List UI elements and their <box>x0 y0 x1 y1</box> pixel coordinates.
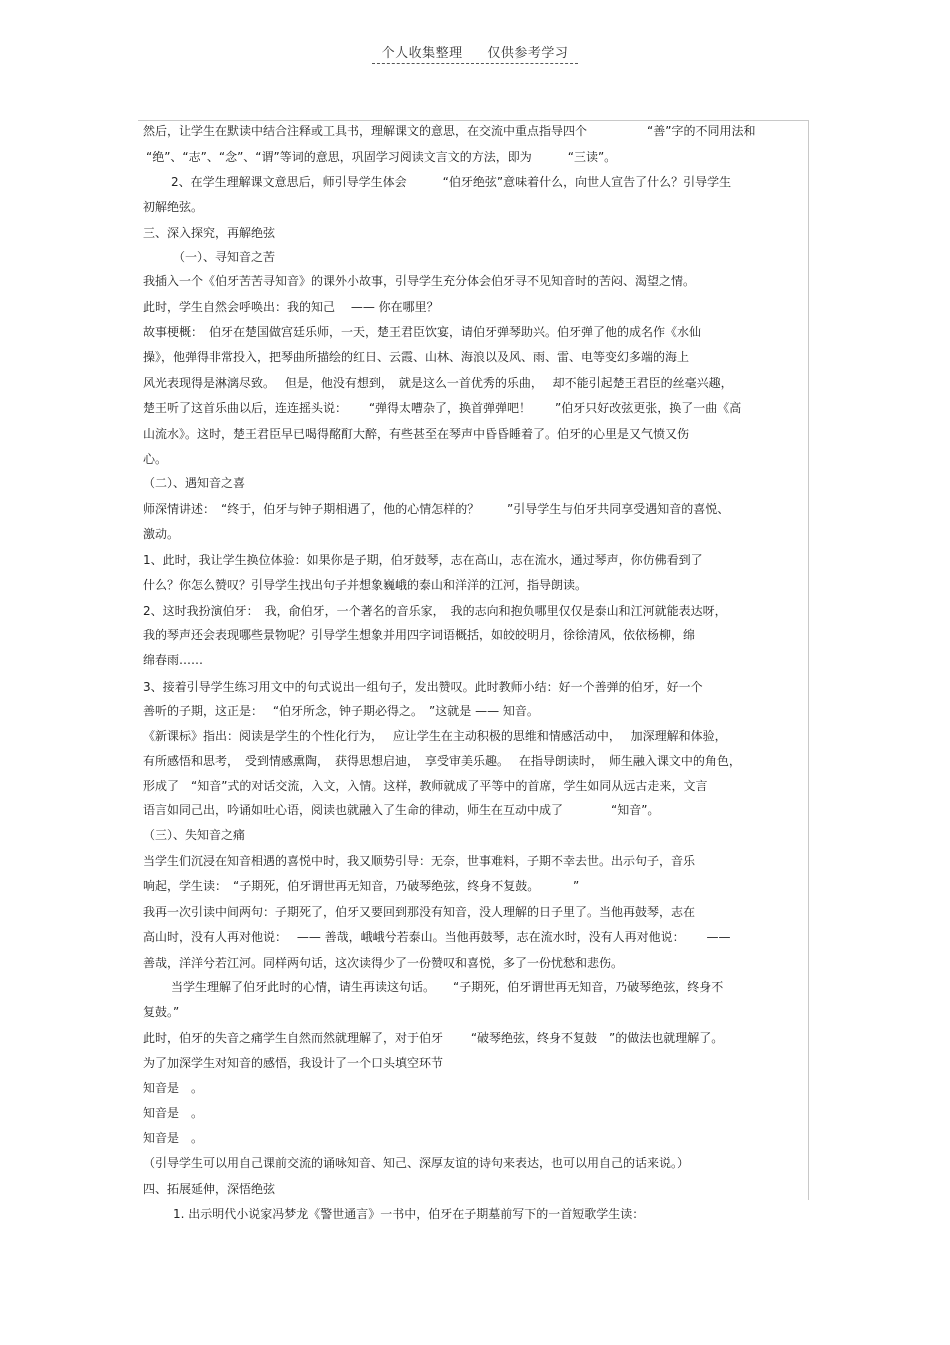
text-line: 善听的子期，这正是： “伯牙所念，钟子期必得之。 ”这就是 —— 知音。 <box>143 704 539 718</box>
text-line: 初解绝弦。 <box>143 200 204 214</box>
text-line: 为了加深学生对知音的感悟，我设计了一个口头填空环节 <box>143 1056 444 1070</box>
text-line: 当学生理解了伯牙此时的心情，请生再读这句话。 “子期死，伯牙谓世再无知音，乃破琴绝弦，终身不 <box>171 980 724 994</box>
text-line: （引导学生可以用自己课前交流的诵咏知音、知己、深厚友谊的诗句来表达，也可以用自己的话来说。） <box>143 1156 690 1170</box>
text-line: 什么？你怎么赞叹？引导学生找出句子并想象巍峨的泰山和洋洋的江河，指导朗读。 <box>143 578 588 592</box>
text-line: 四、拓展延伸，深悟绝弦 <box>143 1182 276 1196</box>
text-line: 我再一次引读中间两句：子期死了，伯牙又要回到那没有知音，没人理解的日子里了。当他再鼓琴，志在 <box>143 905 696 919</box>
text-line: “绝”、“志”、“念”、“谓”等词的意思，巩固学习阅读文言文的方法，即为 “三读”。 <box>146 150 617 164</box>
text-line: 响起，学生读： “子期死，伯牙谓世再无知音，乃破琴绝弦，终身不复鼓。 ” <box>143 879 580 893</box>
text-line: 知音是 。 <box>143 1081 204 1095</box>
frame-right-border <box>808 120 809 1200</box>
text-line: 3、接着引导学生练习用文中的句式说出一组句子，发出赞叹。此时教师小结：好一个善弹的伯牙，好一个 <box>143 680 703 694</box>
text-line: 师深情讲述： “终于，伯牙与钟子期相遇了，他的心情怎样的？ ”引导学生与伯牙共同享受遇知音的喜悦、 <box>143 502 730 516</box>
header-right-text: 仅供参考学习 <box>487 46 569 61</box>
text-line: 2、这时我扮演伯牙： 我，俞伯牙，一个著名的音乐家， 我的志向和抱负哪里仅仅是泰山和江河就能表达呀， <box>143 604 727 618</box>
text-line: 1、此时，我让学生换位体验：如果你是子期，伯牙鼓琴，志在高山，志在流水，通过琴声，你仿佛看到了 <box>143 553 703 567</box>
text-line: 激动。 <box>143 527 180 541</box>
text-line: 我的琴声还会表现哪些景物呢？引导学生想象并用四字词语概括，如皎皎明月，徐徐清风，依依杨柳，绵 <box>143 628 696 642</box>
header-banner <box>372 42 579 64</box>
text-line: 风光表现得是淋漓尽致。 但是，他没有想到， 就是这么一首优秀的乐曲， 却不能引起楚王君臣的丝毫兴趣， <box>143 376 733 390</box>
text-line: 复鼓。” <box>143 1005 180 1019</box>
text-line: 知音是 。 <box>143 1131 204 1145</box>
text-line: 三、深入探究，再解绝弦 <box>143 226 276 240</box>
header-left-text: 个人收集整理 <box>381 46 463 61</box>
text-line: 语言如同己出，吟诵如吐心语，阅读也就融入了生命的律动，师生在互动中成了 “知音”。 <box>143 803 660 817</box>
text-line: 形成了 “知音”式的对话交流，入文，入情。这样，教师就成了平等中的首席，学生如同从远古走来，文言 <box>143 779 708 793</box>
text-line: 此时，伯牙的失音之痛学生自然而然就理解了，对于伯牙 “破琴绝弦，终身不复鼓 ”的做法也就理解了。 <box>143 1031 724 1045</box>
text-line: 2、在学生理解课文意思后，师引导学生体会 “伯牙绝弦”意味着什么，向世人宣告了什么？引导学生 <box>171 175 732 189</box>
text-line: 善哉，洋洋兮若江河。同样两句话，这次读得少了一份赞叹和喜悦，多了一份忧愁和悲伤。 <box>143 956 624 970</box>
text-line: 当学生们沉浸在知音相遇的喜悦中时，我又顺势引导：无奈，世事难料，子期不幸去世。出示句子，音乐 <box>143 854 696 868</box>
text-line: 楚王听了这首乐曲以后，连连摇头说： “弹得太嘈杂了，换首弹弹吧！ ”伯牙只好改弦更张，换了一曲《高 <box>143 401 742 415</box>
text-line: 山流水》。这时，楚王君臣早已喝得酩酊大醉，有些甚至在琴声中昏昏睡着了。伯牙的心里是又气愤又伤 <box>143 427 690 441</box>
text-line: 心。 <box>143 452 168 466</box>
text-line: 知音是 。 <box>143 1106 204 1120</box>
frame-top-border <box>138 120 808 121</box>
text-line: 高山时，没有人再对他说： —— 善哉，峨峨兮若泰山。当他再鼓琴，志在流水时，没有人再对他说： —— <box>143 930 731 944</box>
text-line: 我插入一个《伯牙苦苦寻知音》的课外小故事，引导学生充分体会伯牙寻不见知音时的苦闷、渴望之情。 <box>143 274 696 288</box>
text-line: 操》，他弹得非常投入，把琴曲所描绘的红日、云霞、山林、海浪以及风、雨、雷、电等变幻多端的海上 <box>143 350 690 364</box>
text-line: （二）、遇知音之喜 <box>143 476 246 490</box>
text-line: （一）、寻知音之苦 <box>173 250 276 264</box>
page-header <box>0 42 950 64</box>
text-line: 有所感悟和思考， 受到情感熏陶， 获得思想启迪， 享受审美乐趣。 在指导朗读时， 师生融入课文中的角色， <box>143 754 741 768</box>
text-line: 故事梗概： 伯牙在楚国做宫廷乐师，一天，楚王君臣饮宴，请伯牙弹琴助兴。伯牙弹了他的成名作《水仙 <box>143 325 702 339</box>
text-line: （三）、失知音之痛 <box>143 828 246 842</box>
text-line: 绵春雨…… <box>143 653 204 667</box>
text-line: 此时，学生自然会呼唤出：我的知己 —— 你在哪里？ <box>143 300 439 314</box>
text-line: 《新课标》指出：阅读是学生的个性化行为， 应让学生在主动积极的思维和情感活动中， 加深理解和体验， <box>143 729 727 743</box>
text-line: 1. 出示明代小说家冯梦龙《警世通言》一书中，伯牙在子期墓前写下的一首短歌学生读： <box>173 1207 645 1221</box>
text-line: 然后，让学生在默读中结合注释或工具书，理解课文的意思，在交流中重点指导四个 “善”字的不同用法和 <box>143 124 756 138</box>
